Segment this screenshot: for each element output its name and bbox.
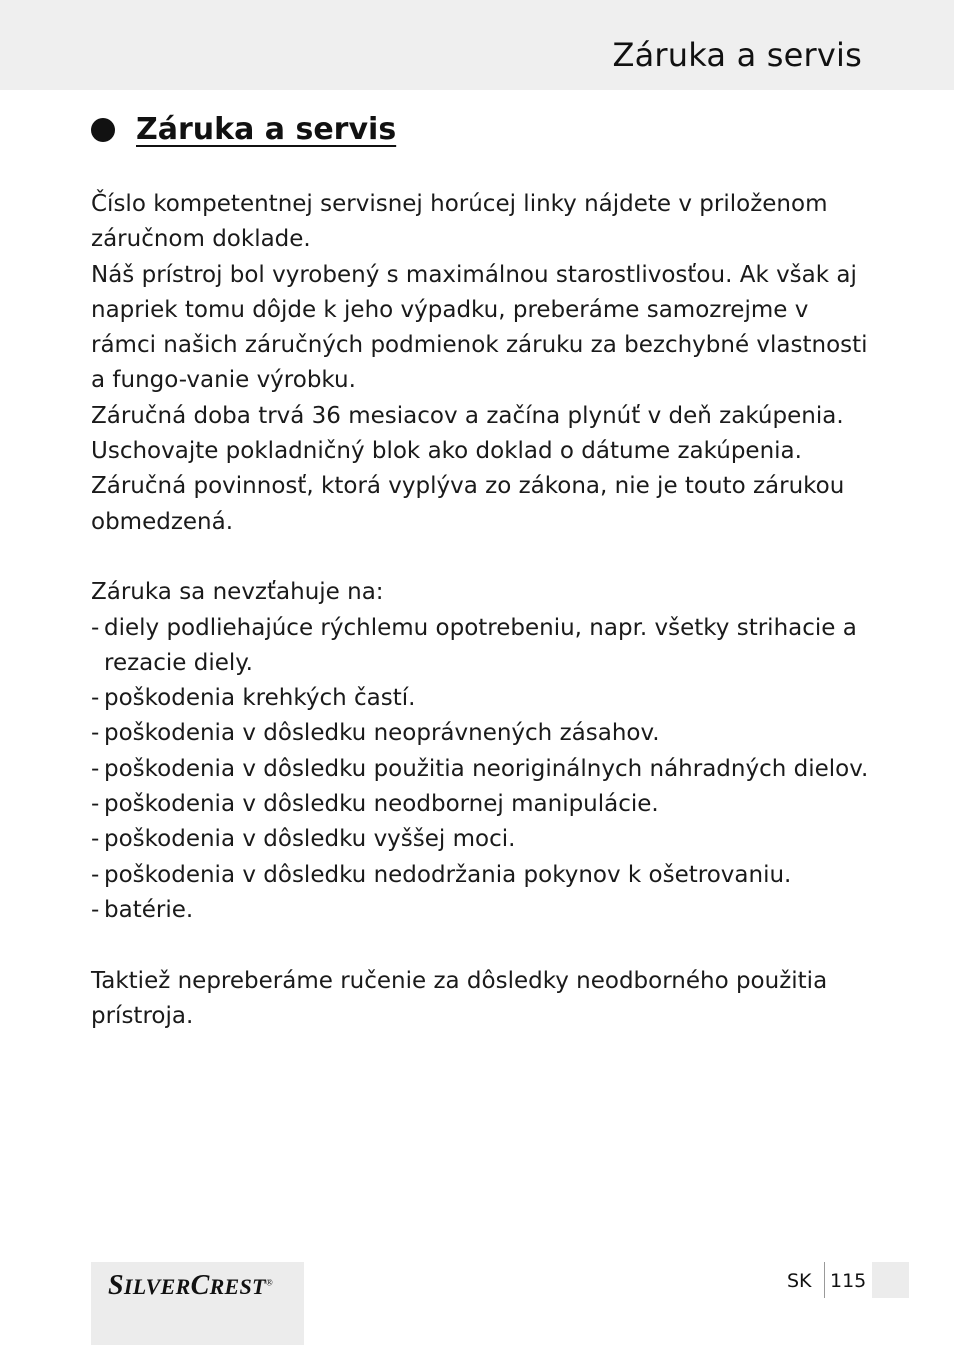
list-item: - poškodenia v dôsledku neodbornej manipulácie. [91,787,871,822]
list-item: - diely podliehajúce rýchlemu opotrebeniu, napr. všetky strihacie a rezacie diely. [91,611,871,682]
list-item: - batérie. [91,893,871,928]
language-code: SK [787,1270,812,1292]
bullet-icon [91,118,115,142]
paragraph-quality: Náš prístroj bol vyrobený s maximálnou starostlivosťou. Ak však aj napriek tomu dôjde k jeho výpadku, preberáme samozrejme v rámci našich záručných podmienok záruku za bezchybné vlastnosti a fungo-vanie výrobku. [91,261,868,394]
list-item: - poškodenia v dôsledku nedodržania pokynov k ošetrovaniu. [91,858,871,893]
spacer [91,540,871,575]
silvercrest-logo: SILVERCREST® [108,1270,273,1301]
list-item: - poškodenia krehkých častí. [91,681,871,716]
list-item: - poškodenia v dôsledku vyššej moci. [91,822,871,857]
paragraph-warranty-period: Záručná doba trvá 36 mesiacov a začína plynúť v deň zakúpenia. Uschovajte pokladničný blok ako doklad o dátume zakúpenia. Záručná povinnosť, ktorá vyplýva zo zákona, nie je touto zárukou obmedzená. [91,402,845,535]
exclusions-intro: Záruka sa nevzťahuje na: [91,579,384,606]
list-item: - poškodenia v dôsledku použitia neoriginálnych náhradných dielov. [91,752,871,787]
paragraph-hotline: Číslo kompetentnej servisnej horúcej linky nájdete v priloženom záručnom doklade. [91,191,828,253]
footer-divider [824,1262,825,1298]
section-heading [91,112,396,147]
section-title: Záruka a servis [136,112,397,147]
paragraph-liability: Taktiež nepreberáme ručenie za dôsledky neodborného použitia prístroja. [91,967,828,1029]
page-tab-marker [872,1262,909,1298]
brand-logo-box [91,1262,304,1345]
spacer [91,928,871,963]
list-item: - poškodenia v dôsledku neoprávnených zásahov. [91,716,871,751]
page-number: 115 [830,1270,867,1292]
exclusions-list [91,611,871,929]
page-header-title: Záruka a servis [612,36,862,74]
body-content [91,187,871,1034]
